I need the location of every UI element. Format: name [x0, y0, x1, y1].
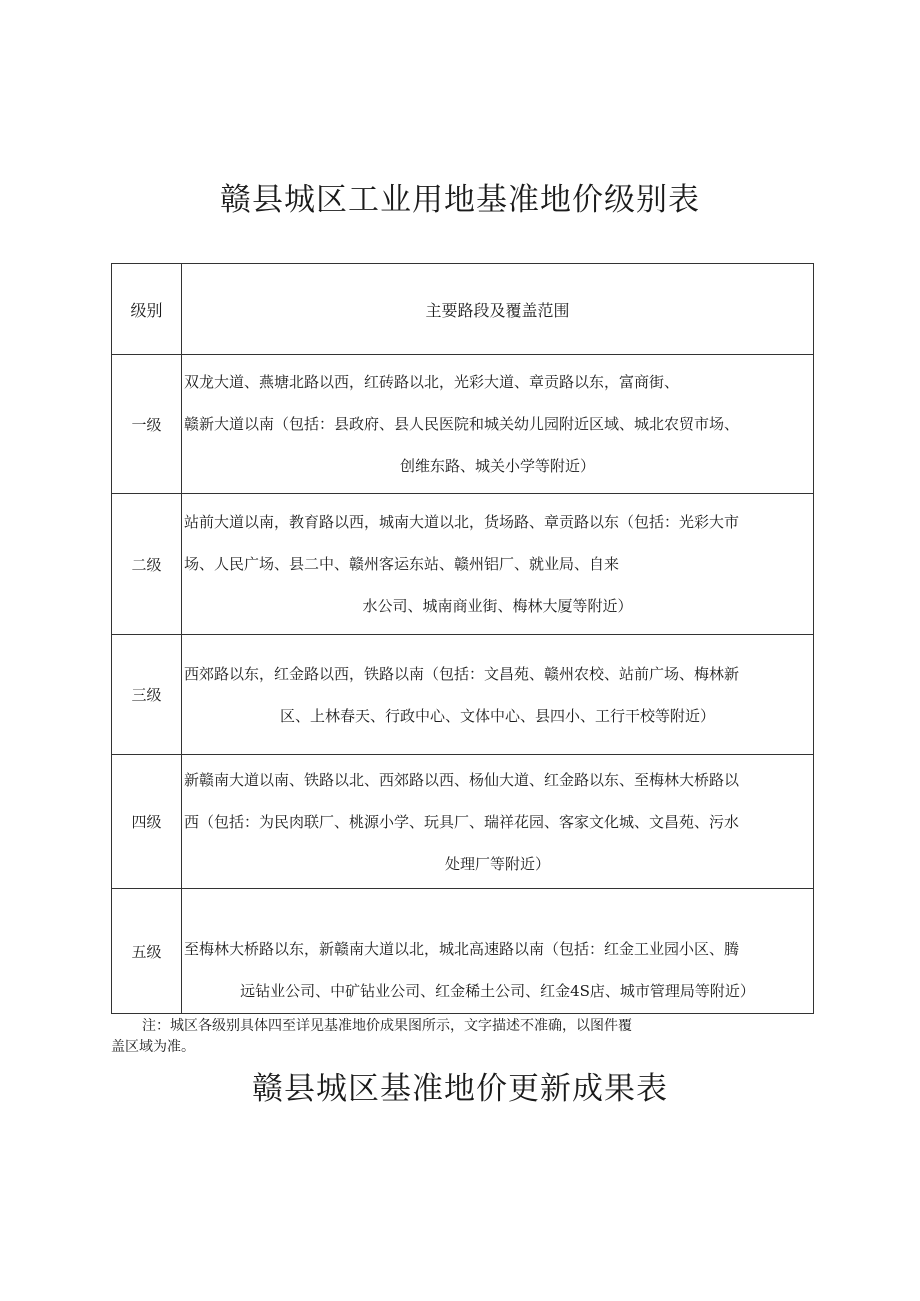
table-row — [112, 355, 814, 494]
footnote-line: 注：城区各级别具体四至详见基准地价成果图所示，文字描述不准确，以图件覆 — [142, 1018, 632, 1034]
range-line: 水公司、城南商业街、梅林大厦等附近） — [362, 597, 633, 615]
grade-range-cell — [182, 355, 814, 494]
grade-level-cell: 四级 — [112, 755, 182, 889]
grade-level-cell: 二级 — [112, 494, 182, 635]
page-title: 赣县城区工业用地基准地价级别表 — [220, 182, 700, 218]
footnote-line: 盖区域为准。 — [111, 1039, 195, 1055]
table-row — [112, 755, 814, 889]
table-row — [112, 889, 814, 1014]
range-line: 场、人民广场、县二中、赣州客运东站、赣州铝厂、就业局、自来 — [184, 555, 620, 573]
range-line: 赣新大道以南（包括：县政府、县人民医院和城关幼儿园附近区域、城北农贸市场、 — [184, 415, 740, 433]
range-line: 处理厂等附近） — [444, 854, 550, 873]
grade-level-cell: 五级 — [112, 889, 182, 1014]
land-grade-table — [111, 263, 814, 1014]
grade-level-cell: 一级 — [112, 355, 182, 494]
range-line: 站前大道以南，教育路以西，城南大道以北，货场路、章贡路以东（包括：光彩大市 — [184, 513, 740, 531]
grade-range-cell — [182, 494, 814, 635]
grade-range-cell — [182, 889, 814, 1014]
range-line: 西（包括：为民肉联厂、桃源小学、玩具厂、瑞祥花园、客家文化城、文昌苑、污水 — [184, 812, 740, 831]
range-line: 至梅林大桥路以东，新赣南大道以北，城北高速路以南（包括：红金工业园小区、腾 — [184, 940, 740, 958]
second-section-title: 赣县城区基准地价更新成果表 — [252, 1071, 668, 1107]
range-line: 创维东路、城关小学等附近） — [399, 457, 595, 475]
table-header-row — [112, 264, 814, 355]
range-line: 西郊路以东，红金路以西，铁路以南（包括：文昌苑、赣州农校、站前广场、梅林新 — [184, 664, 740, 683]
header-range: 主要路段及覆盖范围 — [182, 264, 814, 355]
header-level: 级别 — [112, 264, 182, 355]
grade-range-cell — [182, 635, 814, 755]
grade-level-cell: 三级 — [112, 635, 182, 755]
range-line: 新赣南大道以南、铁路以北、西郊路以西、杨仙大道、红金路以东、至梅林大桥路以 — [184, 770, 740, 789]
range-line: 双龙大道、燕塘北路以西，红砖路以北，光彩大道、章贡路以东，富商街、 — [184, 373, 680, 391]
table-row — [112, 635, 814, 755]
range-line: 区、上林春天、行政中心、文体中心、县四小、工行干校等附近） — [279, 706, 715, 725]
table-row — [112, 494, 814, 635]
table-footnote — [111, 1016, 751, 1058]
range-line: 远钻业公司、中矿钻业公司、红金稀土公司、红金4S店、城市管理局等附近） — [240, 982, 755, 1000]
grade-range-cell — [182, 755, 814, 889]
